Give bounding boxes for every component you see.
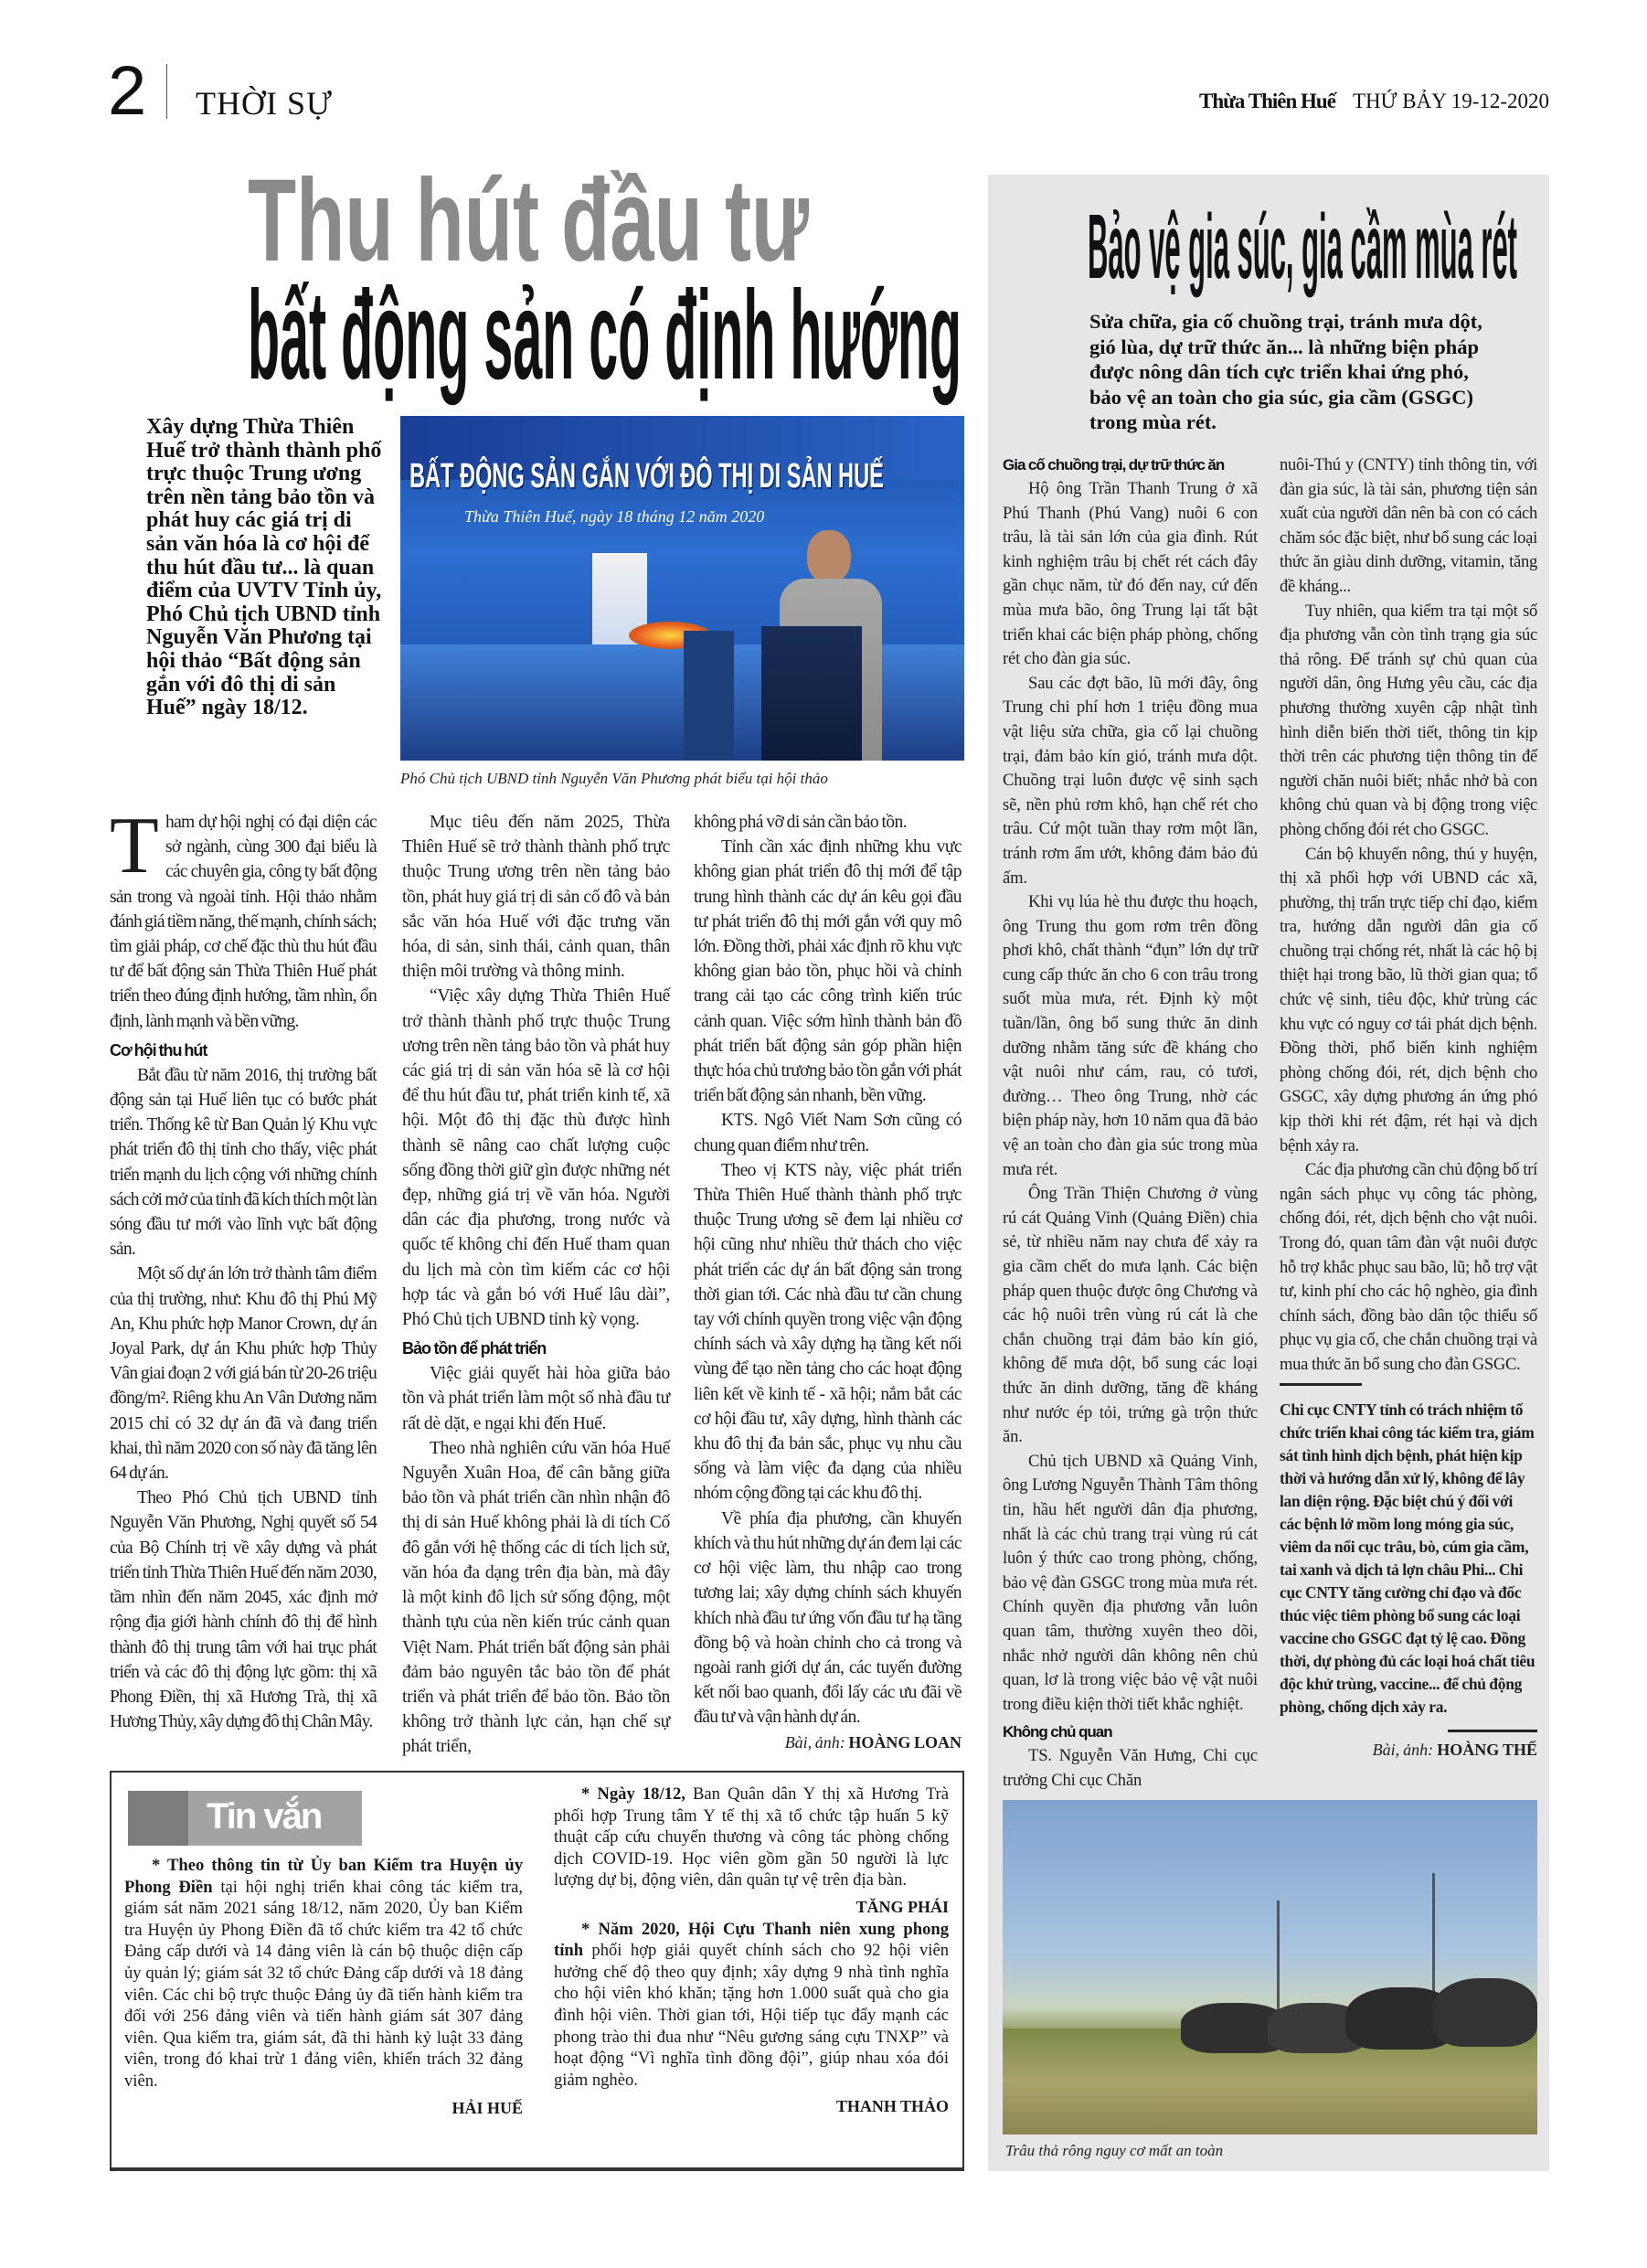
paragraph: Theo nhà nghiên cứu văn hóa Huế Nguyễn Xuân Hoa, để cân bằng giữa bảo tồn và phát triển cần nhìn nhận đô thị di sản Huế không phải là di tích Cố đô gắn với hệ thống các di tích lịch sử, văn hóa đa dạng trên địa bàn, mà đây là một kinh đô lịch sử sống động, một thành tựu của nền kiến trúc cảnh quan Việt Nam. Phát triển bất động sản phải đảm bảo nguyên tắc bảo tồn để phát triển và phát triển để bảo tồn. Bảo tồn không trở thành lực cản, hạn chế sự phát triển, (402, 1438, 670, 1757)
issue-date: THỨ BẢY 19-12-2020 (1353, 90, 1550, 112)
header-divider (166, 64, 167, 119)
paragraph: Sau các đợt bão, lũ mới đây, ông Trung chi phí hơn 1 triệu đồng mua vật liệu sửa chữa, gia cố lại chuồng trại, đảm bảo kín gió, tránh mưa dột. Chuồng trại luôn được vệ sinh sạch sẽ, nền phủ rơm khô, hạn chế rét cho trâu. Cứ một tuần thay rơm một lần, tránh rơm ẩm ướt, không đảm bảo đủ ấm. (1003, 673, 1258, 888)
paragraph: Về phía địa phương, cần khuyến khích và thu hút những dự án đem lại các cơ hội việc làm, thu nhập cao trong tương lai; xây dựng chính sách khuyến khích nhà đầu tư ứng vốn đầu tư hạ tầng đồng bộ và hoàn chỉnh cho cả trong và ngoài ranh giới dự án, các tuyến đường kết nối bao quanh, đổi lấy các ưu đãi về đầu tư và vận hành dự án. (694, 1508, 962, 1728)
brief-author: HẢI HUẾ (452, 2098, 523, 2117)
byline: Bài, ảnh: HOÀNG LOAN (784, 1732, 962, 1752)
paragraph: ham dự hội nghị có đại diện các sở ngành, cùng 300 đại biểu là các chuyên gia, công ty bất động sản trong và ngoài tỉnh. Hội thảo nhằm đánh giá tiềm năng, thế mạnh, chính sách; tìm giải pháp, cơ chế đặc thù thu hút đầu tư để bất động sản Thừa Thiên Huế phát triển theo đúng định hướng, tầm nhìn, ổn định, lành mạnh và bền vững. (110, 813, 377, 1031)
paragraph: Việc giải quyết hài hòa giữa bảo tồn và phát triển làm một số nhà đầu tư rất dè dặt, e ngại khi đến Huế. (402, 1364, 670, 1433)
brief-item: * Ngày 18/12, Ban Quân dân Y thị xã Hương Trà phối hợp Trung tâm Y tế thị xã tổ chức tập huấn 5 kỹ thuật cấp cứu chuyển thương và công tác phòng chống dịch COVID-19. Học viên gồm gần 50 người là lực lượng dự bị, động viên, dân quân tự vệ trên địa bàn. (554, 1784, 949, 1890)
paragraph: “Việc xây dựng Thừa Thiên Huế trở thành thành phố trực thuộc Trung ương trên nền tảng bảo tồn và phát huy các giá trị di sản văn hóa sẽ là cơ hội để thu hút đầu tư, phát triển kinh tế, xã hội. Một đô thị đặc thù được hình thành sẽ nâng cao chất lượng cuộc sống đồng thời giữ gìn được những nét đẹp, những giá trị về văn hóa. Người dân các địa phương, trong nước và quốc tế không chỉ đến Huế tham quan du lịch mà còn tìm kiếm các cơ hội hợp tác và gắn bó với Huế lâu dài”, Phó Chủ tịch UBND tỉnh kỳ vọng. (402, 986, 670, 1330)
paragraph: Hộ ông Trần Thanh Trung ở xã Phú Thanh (Phú Vang) nuôi 6 con trâu, là tài sản lớn của gia đình. Rút kinh nghiệm trâu bị chết rét cách đây gần chục năm, từ đó đến nay, cứ đến mùa mưa bão, ông Trung lại tất bật triển khai các biện pháp phòng, chống rét cho đàn gia súc. (1003, 479, 1258, 669)
article1-column-3 (694, 810, 962, 1754)
divider (1448, 1730, 1537, 1732)
headline-line-1: Thu hút đầu tư (248, 155, 809, 286)
paragraph: Các địa phương cần chủ động bố trí ngân sách phục vụ công tác phòng, chống đói, rét, dịch bệnh cho vật nuôi. Trong đó, quan tâm đàn vật nuôi được hỗ trợ khắc phục sau bão, lũ; hỗ trợ vật tư, kinh phí cho các hộ nghèo, gia đình chính sách, đồng bào dân tộc thiểu số phục vụ gia cố, che chắn chuồng trại và mua thức ăn bổ sung cho đàn GSGC. (1280, 1160, 1537, 1374)
photo-banner-title: BẤT ĐỘNG SẢN GẮN VỚI ĐÔ THỊ DI SẢN HUẾ (409, 457, 884, 495)
paragraph: nuôi-Thú y (CNTY) tỉnh thông tin, với đàn gia súc, là tài sản, phương tiện sản xuất của người dân nên bà con có cách chăm sóc đặc biệt, như bổ sung các loại thức ăn giàu dinh dưỡng, vitamin, tăng đề kháng... (1280, 455, 1537, 596)
divider (1280, 1383, 1362, 1386)
brief-author: TĂNG PHÁI (855, 1897, 949, 1916)
brief-item: * Năm 2020, Hội Cựu Thanh niên xung phong tỉnh phối hợp giải quyết chính sách cho 92 hội viên hưởng chế độ theo quy định; xây dựng 9 nhà tình nghĩa cho hội viên khó khăn; tặng hơn 1.000 suất quà cho gia đình hội viên. Thời gian tới, Hội tiếp tục đẩy mạnh các phong trào thi đua như “Nêu gương sáng cựu TNXP” và hoạt động “Vì nghĩa tình đồng đội”, giúp nhau xóa đói giảm nghèo. (554, 1919, 949, 2090)
byline: Bài, ảnh: HOÀNG THẾ (1372, 1740, 1537, 1759)
brief-author: THANH THẢO (835, 2097, 949, 2116)
paragraph: Khi vụ lúa hè thu được thu hoạch, ông Trung thu gom rơm trên đồng phơi khô, chất thành “đụn” lớn dự trữ cung cấp thức ăn cho 6 con trâu trong suốt mùa mưa, rét. Định kỳ một tuần/lần, ông bổ sung thức ăn dinh dưỡng nhằm tăng sức đề kháng cho vật nuôi như cám, rau, cỏ tươi, đường… Theo ông Trung, nhờ các biện pháp này, hơn 10 năm qua đã bảo vệ an toàn cho đàn gia súc trong mùa mưa rét. (1003, 892, 1258, 1179)
article2-lead: Sửa chữa, gia cố chuồng trại, tránh mưa dột, gió lùa, dự trữ thức ăn... là những biện pháp được nông dân tích cực triển khai ứng phó, bảo vệ an toàn cho gia súc, gia cầm (GSGC) trong mùa rét. (1089, 310, 1482, 433)
section-title: THỜI SỰ (196, 85, 333, 122)
paragraph: Mục tiêu đến năm 2025, Thừa Thiên Huế sẽ trở thành thành phố trực thuộc Trung ương trên nền tảng bảo tồn, phát huy giá trị di sản cố đô và bản sắc văn hóa Huế với đặc trưng văn hóa, di sản, sinh thái, cảnh quan, thân thiện môi trường và thông minh. (402, 813, 670, 982)
paragraph: Ông Trần Thiện Chương ở vùng rú cát Quảng Vinh (Quảng Điền) chia sẻ, từ nhiều năm nay chưa để xảy ra gia cầm chết do mưa lạnh. Các biện pháp quen thuộc được ông Chương và các hộ nuôi trên vùng rú cát là che chắn chuồng trại đảm bảo kín gió, không để mưa dột, bổ sung các loại thức ăn dinh dưỡng, tăng đề kháng như nước ép tỏi, trứng gà trộn thức ăn. (1003, 1184, 1258, 1447)
briefs-title: Tin vắn (207, 1796, 322, 1837)
article1-column-1 (110, 802, 377, 1734)
paragraph: Cán bộ khuyến nông, thú y huyện, thị xã phối hợp với UBND các xã, phường, thị trấn trực tiếp chỉ đạo, kiểm tra, hướng dẫn người dân gia cố chuồng trại chống rét, nhất là các hộ bị thiệt hại trong bão, lũ thời gian qua; tổ chức vệ sinh, tiêu độc, khử trùng các khu vực có nguy cơ tái phát dịch bệnh. Đồng thời, phổ biến kinh nghiệm phòng chống đói, rét, dịch bệnh cho GSGC, xây dựng phương án ứng phó kịp thời khi rét đậm, rét hại và dịch bệnh xảy ra. (1280, 844, 1537, 1155)
article2-headline: Bảo vệ gia súc, gia cầm mùa rét (1088, 196, 1517, 298)
brief-column-1 (124, 1855, 523, 2119)
headline-line-2: bất động sản có định hướng (248, 265, 962, 406)
paragraph: Tuy nhiên, qua kiểm tra tại một số địa phương vẫn còn tình trạng gia súc thả rông. Để tránh sự chủ quan của người dân, ông Hưng yêu cầu, các địa phương thường xuyên cập nhật tình hình diễn biến thời tiết, thông tin kịp thời trên các phương tiện thông tin để người chăn nuôi biết; nhắc nhở bà con không chủ quan và bị động trong việc phòng chống đói rét cho GSGC. (1280, 601, 1537, 839)
article2-column-2 (1280, 453, 1537, 1762)
subheading: Gia cố chuồng trại, dự trữ thức ăn (1003, 456, 1225, 474)
brief-column-2 (554, 1784, 949, 2118)
photo-caption: Phó Chủ tịch UBND tỉnh Nguyễn Văn Phương phát biểu tại hội thảo (400, 770, 828, 787)
page-number: 2 (108, 52, 147, 130)
photo-banner-date: Thừa Thiên Huế, ngày 18 tháng 12 năm 2020 (464, 507, 765, 526)
paragraph: Theo Phó Chủ tịch UBND tỉnh Nguyễn Văn Phương, Nghị quyết số 54 của Bộ Chính trị về xây dựng và phát triển tỉnh Thừa Thiên Huế đến năm 2030, tầm nhìn đến năm 2045, xác định mở rộng địa giới hành chính đô thị để hình thành đô thị trung tâm với hai trục phát triển và các đô thị động lực gồm: thị xã Phong Điền, thị xã Hương Trà, thị xã Hương Thủy, xây dựng đô thị Chân Mây. (110, 1488, 377, 1732)
paragraph: KTS. Ngô Viết Nam Sơn cũng có chung quan điểm như trên. (694, 1111, 962, 1155)
paragraph: Tỉnh cần xác định những khu vực không gian phát triển đô thị mới để tập trung hình thành các dự án kêu gọi đầu tư phát triển đô thị mới gắn với quy mô lớn. Đồng thời, phải xác định rõ khu vực không gian bảo tồn, phục hồi và chỉnh trang cải tạo các công trình kiến trúc cảnh quan. Việc sớm hình thành bản đồ phát triển bất động sản góp phần hiện thực hóa chủ trương bảo tồn gắn với phát triển bất động sản nhanh, bền vững. (694, 837, 962, 1106)
briefs-title-block (128, 1791, 362, 1846)
masthead: Thừa Thiên Huế (1199, 90, 1335, 112)
buffalo-photo (1003, 1800, 1537, 2135)
conference-photo (400, 416, 964, 761)
paragraph: TS. Nguyễn Văn Hưng, Chi cục trưởng Chi cục Chăn (1003, 1746, 1258, 1790)
paragraph: Chủ tịch UBND xã Quảng Vinh, ông Lương Nguyễn Thành Tâm thông tin, hầu hết người dân địa phương, nhất là các chủ trang trại vùng rú cát luôn ý thức cao trong phòng, chống, bảo vệ đàn GSGC trong mùa mưa rét. Chính quyền địa phương vẫn luôn quan tâm, thường xuyên theo dõi, nhắc nhở người dân không nên chủ quan, lơ là trong việc bảo vệ vật nuôi trong điều kiện thời tiết khắc nghiệt. (1003, 1451, 1258, 1714)
article2-column-1 (1003, 453, 1258, 1793)
subheading: Cơ hội thu hút (110, 1040, 207, 1059)
drop-cap: T (110, 802, 159, 890)
article1-column-2 (402, 810, 670, 1760)
highlight-note: Chi cục CNTY tỉnh có trách nhiệm tổ chức triển khai công tác kiểm tra, giám sát tình hình dịch bệnh, phát hiện kịp thời và hướng dẫn xử lý, không để lây lan diện rộng. Đặc biệt chú ý đối với các bệnh lở mồm long móng gia súc, viêm da nổi cục trâu, bò, cúm gia cầm, tai xanh và dịch tả lợn châu Phi... Chi cục CNTY tăng cường chỉ đạo và đốc thúc việc tiêm phòng bổ sung các loại vaccine cho GSGC đạt tỷ lệ cao. Đồng thời, dự phòng đủ các loại hoá chất tiêu độc khử trùng, vaccine... để chủ động phòng, chống dịch xảy ra. (1280, 1400, 1535, 1716)
paragraph: Theo vị KTS này, việc phát triển Thừa Thiên Huế thành thành phố trực thuộc Trung ương sẽ đem lại nhiều cơ hội cũng như nhiều thử thách cho việc phát triển các dự án bất động sản trong thời gian tới. Các nhà đầu tư cần chung tay với chính quyền trong việc vận động chính sách và xây dựng hạ tầng kết nối vùng để tạo nền tảng cho các hoạt động liên kết về kinh tế - xã hội; nắm bắt các cơ hội đầu tư, xây dựng, hình thành các khu đô thị đa bản sắc, phục vụ nhu cầu sống và làm việc đa dạng của nhiều nhóm cộng đồng tại các khu đô thị. (694, 1160, 962, 1504)
subheading: Bảo tồn để phát triển (402, 1339, 547, 1358)
subheading: Không chủ quan (1003, 1723, 1112, 1741)
paragraph: Bắt đầu từ năm 2016, thị trường bất động sản tại Huế liên tục có bước phát triển. Thống kê từ Ban Quản lý Khu vực phát triển đô thị tỉnh cho thấy, việc phát triển mạnh du lịch cộng với những chính sách cởi mở của tỉnh đã kích thích một làn sóng đầu tư mới vào lĩnh vực bất động sản. (110, 1065, 377, 1260)
paragraph: không phá vỡ di sản cần bảo tồn. (694, 813, 907, 832)
buffalo-photo-caption: Trâu thả rông nguy cơ mất an toàn (1005, 2142, 1224, 2159)
news-briefs-box (110, 1771, 964, 2171)
brief-item: * Theo thông tin từ Ủy ban Kiểm tra Huyện ủy Phong Điền tại hội nghị triển khai công tác kiểm tra, giám sát năm 2021 sáng 18/12, năm 2020, Ủy ban Kiểm tra Huyện ủy Phong Điền đã tổ chức kiểm tra 42 tổ chức Đảng cấp dưới và 14 đảng viên là cán bộ thuộc diện cấp ủy quản lý; giám sát 32 tổ chức Đảng cấp dưới và 18 đảng viên. Các chi bộ trực thuộc Đảng ủy đã tiến hành kiểm tra đối với 256 đảng viên và tiến hành giám sát 307 đảng viên. Qua kiểm tra, giám sát, đã thi hành kỷ luật 33 đảng viên, trong đó khai trừ 1 đảng viên, khiển trách 32 đảng viên. (124, 1856, 523, 2091)
paragraph: Một số dự án lớn trở thành tâm điểm của thị trường, như: Khu đô thị Phú Mỹ An, Khu phức hợp Manor Crown, dự án Joyal Park, dự án Khu phức hợp Thủy Vân giai đoạn 2 với giá bán từ 20-26 triệu đồng/m². Riêng khu An Vân Dương năm 2015 chỉ có 32 dự án đã và đang triển khai, thì năm 2020 con số này đã tăng lên 64 dự án. (110, 1264, 377, 1484)
article-lead: Xây dựng Thừa Thiên Huế trở thành thành phố trực thuộc Trung ương trên nền tảng bảo tồn và phát huy các giá trị di sản văn hóa là cơ hội để thu hút đầu tư... là quan điểm của UVTV Tỉnh ủy, Phó Chủ tịch UBND tỉnh Nguyễn Văn Phương tại hội thảo “Bất động sản gắn với đô thị di sản Huế” ngày 18/12. (146, 415, 382, 720)
